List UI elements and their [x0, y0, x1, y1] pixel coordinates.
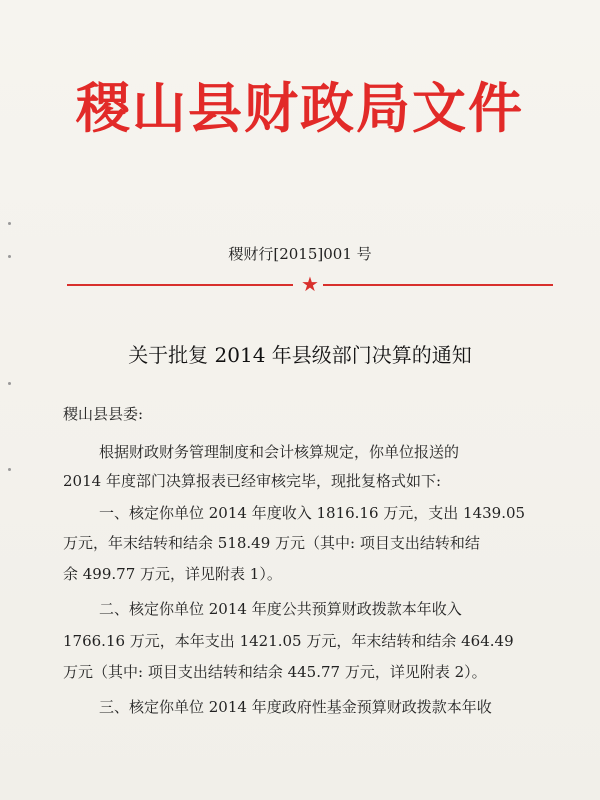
paragraph-line: 余 499.77 万元，详见附表 1）。 [63, 565, 282, 583]
red-divider-left [67, 284, 293, 286]
notice-title: 关于批复 2014 年县级部门决算的通知 [128, 343, 472, 367]
paragraph-line: 1766.16 万元，本年支出 1421.05 万元，年末结转和结余 464.49 [63, 632, 514, 650]
paragraph-line: 根据财政财务管理制度和会计核算规定，你单位报送的 [99, 443, 460, 461]
document-header-title: 稷山县财政局文件 [76, 77, 524, 140]
red-divider-right [323, 284, 553, 286]
document-number: 稷财行[2015]001 号 [228, 245, 372, 263]
scan-speck [8, 255, 11, 258]
star-icon: ★ [301, 272, 319, 296]
paragraph-line: 万元，年末结转和结余 518.49 万元（其中: 项目支出结转和结 [63, 534, 480, 552]
scan-speck [8, 468, 11, 471]
scan-speck [8, 222, 11, 225]
addressee: 稷山县县委: [63, 405, 144, 423]
paragraph-line: 万元（其中: 项目支出结转和结余 445.77 万元，详见附表 2）。 [63, 663, 487, 681]
paragraph-line: 2014 年度部门决算报表已经审核完毕，现批复格式如下: [63, 472, 441, 490]
scan-speck [8, 382, 11, 385]
paragraph-line: 一、核定你单位 2014 年度收入 1816.16 万元，支出 1439.05 [99, 504, 526, 522]
paragraph-line: 三、核定你单位 2014 年度政府性基金预算财政拨款本年收 [99, 698, 492, 716]
paragraph-line: 二、核定你单位 2014 年度公共预算财政拨款本年收入 [99, 600, 462, 618]
